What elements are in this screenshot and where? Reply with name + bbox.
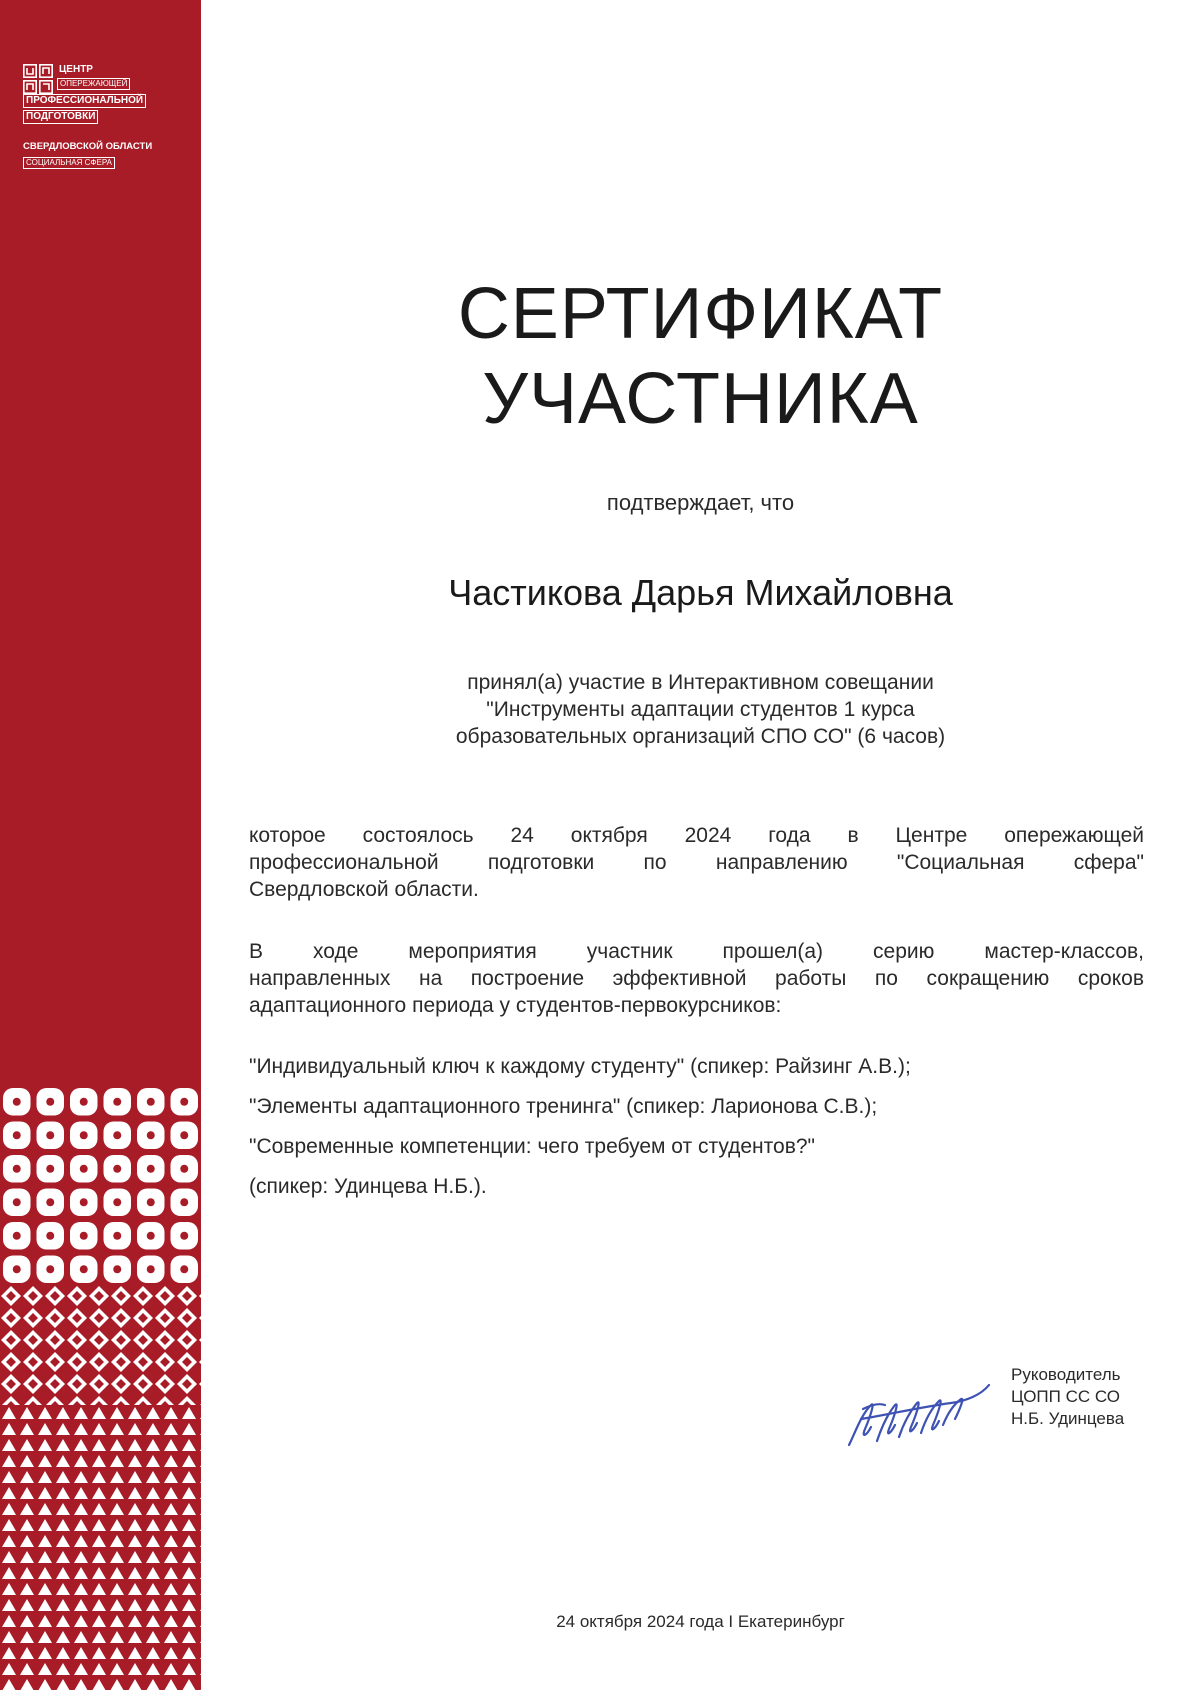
signatory-name: Н.Б. Удинцева — [1011, 1409, 1125, 1428]
logo-line-5: СВЕРДЛОВСКОЙ ОБЛАСТИ — [23, 141, 153, 152]
handwritten-signature — [841, 1375, 991, 1455]
logo-mark-icon — [23, 64, 53, 94]
pattern-diamonds — [0, 1285, 201, 1405]
paragraph-master-classes — [249, 938, 1144, 1019]
master-class-item: "Индивидуальный ключ к каждому студенту" (спикер: Райзинг А.В.); — [249, 1055, 911, 1078]
sidebar-band — [0, 0, 201, 1690]
paragraph-line: Свердловской области. — [249, 878, 479, 901]
paragraph-line: адаптационного периода у студентов-первокурсников: — [249, 994, 782, 1017]
signatory-position: Руководитель — [1011, 1365, 1121, 1384]
confirms-text: подтверждает, что — [606, 490, 795, 515]
signatory-block — [1011, 1364, 1124, 1430]
certificate-content — [201, 0, 1200, 1690]
event-line-2: "Инструменты адаптации студентов 1 курса — [486, 698, 915, 721]
footer-date-place: 24 октября 2024 года I Екатеринбург — [556, 1612, 845, 1631]
event-line-1: принял(а) участие в Интерактивном совещании — [467, 671, 934, 694]
logo-line-3: ПРОФЕССИОНАЛЬНОЙ — [23, 94, 146, 108]
paragraph-line: профессиональной подготовки по направлению "Социальная сфера" — [249, 851, 1144, 874]
logo-line-6: СОЦИАЛЬНАЯ СФЕРА — [23, 157, 115, 169]
paragraph-line: В ходе мероприятия участник прошел(а) серию мастер-классов, — [249, 940, 1144, 963]
signatory-organization: ЦОПП СС СО — [1011, 1387, 1120, 1406]
paragraph-line: которое состоялось 24 октября 2024 года в Центре опережающей — [249, 824, 1144, 847]
logo-line-2: ОПЕРЕЖАЮЩЕЙ — [57, 78, 130, 90]
paragraph-line: направленных на построение эффективной работы по сокращению сроков — [249, 967, 1144, 990]
certificate-title-line1: СЕРТИФИКАТ — [457, 274, 944, 354]
certificate-title-line2: УЧАСТНИКА — [482, 359, 919, 439]
pattern-rounded-squares — [0, 1085, 201, 1285]
master-class-item: "Современные компетенции: чего требуем от студентов?" — [249, 1135, 816, 1158]
event-line-3: образовательных организаций СПО СО" (6 часов) — [455, 725, 946, 748]
pattern-triangles — [0, 1405, 201, 1690]
master-class-item: "Элементы адаптационного тренинга" (спикер: Ларионова С.В.); — [249, 1095, 878, 1118]
master-class-item: (спикер: Удинцева Н.Б.). — [249, 1175, 487, 1198]
recipient-name: Частикова Дарья Михайловна — [448, 572, 953, 613]
logo-line-1: ЦЕНТР — [59, 64, 93, 75]
logo-line-4: ПОДГОТОВКИ — [23, 110, 98, 124]
paragraph-event-details — [249, 822, 1144, 903]
